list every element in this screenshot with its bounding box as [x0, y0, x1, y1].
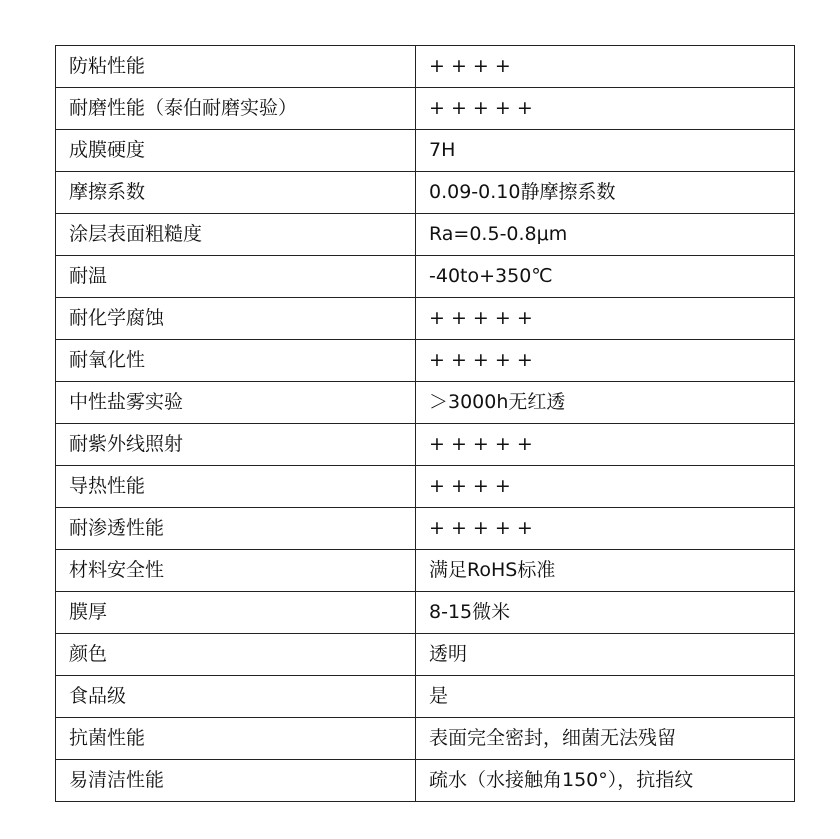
property-cell: 导热性能	[56, 466, 416, 508]
value-cell: 透明	[416, 634, 795, 676]
property-cell: 材料安全性	[56, 550, 416, 592]
property-cell: 中性盐雾实验	[56, 382, 416, 424]
table-row	[56, 298, 795, 340]
table-row	[56, 130, 795, 172]
table-row	[56, 718, 795, 760]
property-cell: 成膜硬度	[56, 130, 416, 172]
value-cell: 表面完全密封，细菌无法残留	[416, 718, 795, 760]
property-cell: 耐氧化性	[56, 340, 416, 382]
value-cell: ＞3000h无红透	[416, 382, 795, 424]
property-cell: 耐温	[56, 256, 416, 298]
table-row	[56, 508, 795, 550]
property-cell: 防粘性能	[56, 46, 416, 88]
table-row	[56, 676, 795, 718]
value-cell: 8-15微米	[416, 592, 795, 634]
value-cell: 疏水（水接触角150°），抗指纹	[416, 760, 795, 802]
value-cell: Ra=0.5-0.8μm	[416, 214, 795, 256]
value-cell: + + + +	[416, 466, 795, 508]
table-row	[56, 550, 795, 592]
property-cell: 耐紫外线照射	[56, 424, 416, 466]
value-cell: + + + + +	[416, 340, 795, 382]
table-row	[56, 172, 795, 214]
value-cell: + + + + +	[416, 298, 795, 340]
property-cell: 耐化学腐蚀	[56, 298, 416, 340]
property-cell: 耐磨性能（泰伯耐磨实验）	[56, 88, 416, 130]
value-cell: -40to+350℃	[416, 256, 795, 298]
value-cell: + + + + +	[416, 508, 795, 550]
table-row	[56, 88, 795, 130]
table-row	[56, 592, 795, 634]
table-row	[56, 214, 795, 256]
table-row	[56, 46, 795, 88]
property-cell: 涂层表面粗糙度	[56, 214, 416, 256]
property-cell: 食品级	[56, 676, 416, 718]
value-cell: 0.09-0.10静摩擦系数	[416, 172, 795, 214]
value-cell: + + + + +	[416, 88, 795, 130]
table-row	[56, 256, 795, 298]
property-cell: 易清洁性能	[56, 760, 416, 802]
value-cell: 7H	[416, 130, 795, 172]
value-cell: 满足RoHS标准	[416, 550, 795, 592]
table-row	[56, 340, 795, 382]
table-row	[56, 634, 795, 676]
value-cell: 是	[416, 676, 795, 718]
property-cell: 膜厚	[56, 592, 416, 634]
spec-table	[55, 45, 795, 802]
value-cell: + + + + +	[416, 424, 795, 466]
property-cell: 抗菌性能	[56, 718, 416, 760]
table-row	[56, 424, 795, 466]
value-cell: + + + +	[416, 46, 795, 88]
spec-table-body	[56, 46, 795, 802]
table-row	[56, 760, 795, 802]
property-cell: 颜色	[56, 634, 416, 676]
property-cell: 摩擦系数	[56, 172, 416, 214]
property-cell: 耐渗透性能	[56, 508, 416, 550]
table-row	[56, 382, 795, 424]
table-row	[56, 466, 795, 508]
